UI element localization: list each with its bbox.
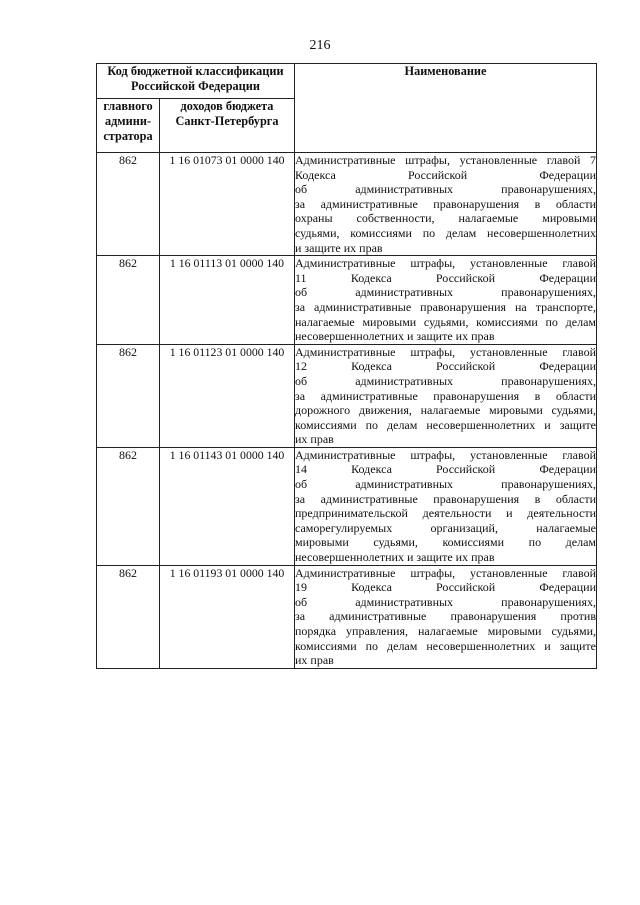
table-body xyxy=(97,153,597,669)
description-cell xyxy=(295,153,597,256)
description-line: судьями, комиссиями по делам несовершеннолетних xyxy=(295,225,596,240)
header-code-group: Код бюджетной классификации Российской Федерации xyxy=(97,64,295,99)
description-line: об административных правонарушениях, xyxy=(295,373,596,388)
admin-code-cell: 862 xyxy=(97,256,160,345)
description-cell xyxy=(295,447,597,565)
description-line: за административные правонарушения в области xyxy=(295,491,596,506)
description-cell xyxy=(295,256,597,345)
table-header xyxy=(97,64,597,153)
description-line: об административных правонарушениях, xyxy=(295,477,596,492)
admin-code-cell: 862 xyxy=(97,447,160,565)
description-line: дорожного движения, налагаемые мировыми судьями, xyxy=(295,403,596,418)
description-line: охраны собственности, налагаемые мировыми xyxy=(295,211,596,226)
description-line: и защите их прав xyxy=(295,240,383,255)
admin-code-cell: 862 xyxy=(97,344,160,447)
description-line: несовершеннолетних и защите их прав xyxy=(295,329,495,344)
income-code-cell: 1 16 01123 01 0000 140 xyxy=(160,344,295,447)
description-line: 19 Кодекса Российской Федерации xyxy=(295,580,596,595)
header-row-top xyxy=(97,64,597,99)
description-line: несовершеннолетних и защите их прав xyxy=(295,550,495,565)
description-line: их прав xyxy=(295,653,334,668)
income-code-cell: 1 16 01073 01 0000 140 xyxy=(160,153,295,256)
description-line: об административных правонарушениях, xyxy=(295,285,596,300)
description-cell xyxy=(295,344,597,447)
admin-code-cell: 862 xyxy=(97,565,160,668)
description-line: порядка управления, налагаемые мировыми судьями, xyxy=(295,624,596,638)
description-line: налагаемые мировыми судьями, комиссиями по делам xyxy=(295,314,596,329)
page-number: 216 xyxy=(309,38,331,53)
description-line: 12 Кодекса Российской Федерации xyxy=(295,359,596,374)
admin-code-cell: 862 xyxy=(97,153,160,256)
table-row xyxy=(97,153,597,256)
description-line: Административные штрафы, установленные главой xyxy=(295,344,596,359)
description-line: об административных правонарушениях, xyxy=(295,594,596,609)
description-line: 11 Кодекса Российской Федерации xyxy=(295,270,596,285)
description-line: Административные штрафы, установленные главой 7 xyxy=(295,153,596,167)
table-row xyxy=(97,256,597,345)
description-line: комиссиями по делам несовершеннолетних и защите xyxy=(295,638,596,653)
description-line: Административные штрафы, установленные главой xyxy=(295,447,596,462)
description-line: комиссиями по делам несовершеннолетних и защите xyxy=(295,417,596,432)
income-code-cell: 1 16 01193 01 0000 140 xyxy=(160,565,295,668)
description-line: 14 Кодекса Российской Федерации xyxy=(295,462,596,477)
description-line: предпринимательской деятельности и деятельности xyxy=(295,506,596,521)
description-line: саморегулируемых организаций, налагаемые xyxy=(295,520,596,535)
description-line: Административные штрафы, установленные главой xyxy=(295,565,596,580)
description-line: за административные правонарушения в области xyxy=(295,196,596,211)
description-line: Административные штрафы, установленные главой xyxy=(295,256,596,271)
table-row xyxy=(97,344,597,447)
description-cell xyxy=(295,565,597,668)
description-line: их прав xyxy=(295,432,334,447)
income-code-cell: 1 16 01113 01 0000 140 xyxy=(160,256,295,345)
description-line: мировыми судьями, комиссиями по делам xyxy=(295,535,596,550)
budget-classification-table xyxy=(96,63,597,669)
header-income: доходов бюджета Санкт-Петербурга xyxy=(160,99,295,153)
description-line: за административные правонарушения на транспорте, xyxy=(295,299,596,314)
description-line: за административные правонарушения в области xyxy=(295,388,596,403)
description-line: об административных правонарушениях, xyxy=(295,182,596,197)
header-admin: главного админи- стратора xyxy=(97,99,160,153)
description-line: Кодекса Российской Федерации xyxy=(295,167,596,182)
table-row xyxy=(97,565,597,668)
header-name: Наименование xyxy=(295,64,597,153)
table-row xyxy=(97,447,597,565)
income-code-cell: 1 16 01143 01 0000 140 xyxy=(160,447,295,565)
description-line: за административные правонарушения против xyxy=(295,609,596,624)
